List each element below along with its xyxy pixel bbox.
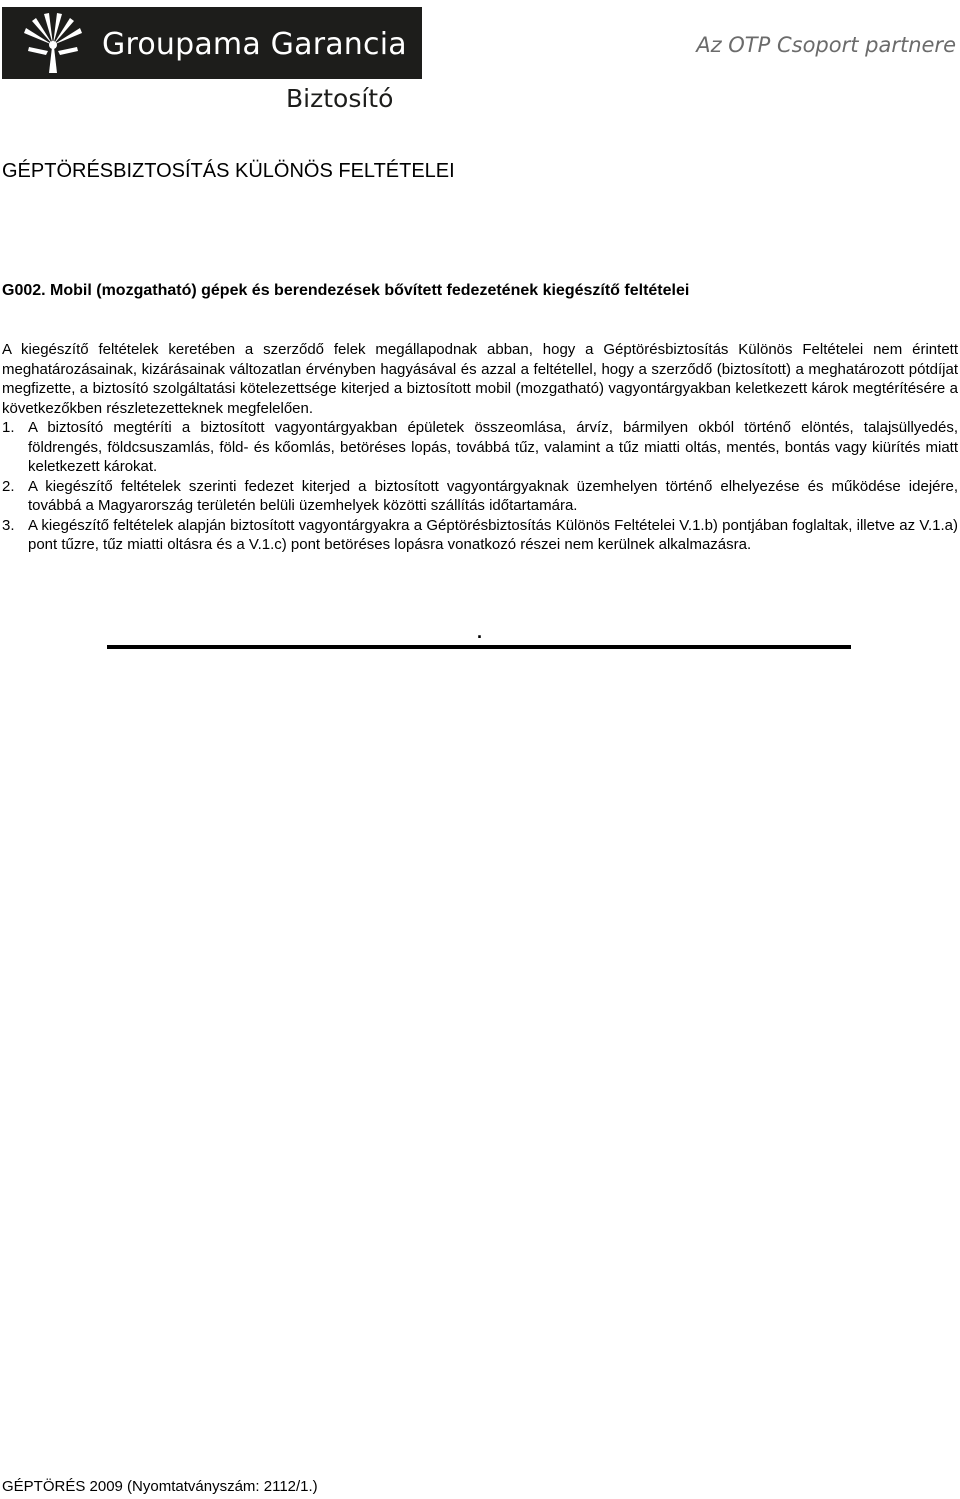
list-item-number: 3. xyxy=(2,516,15,534)
list-item xyxy=(2,418,958,477)
document-body xyxy=(2,340,958,555)
list-item-text: A kiegészítő feltételek alapján biztosított vagyontárgyakra a Géptörésbiztosítás Különös Feltételei V.1.b) pontjában foglaltak, illetve az V.1.a) pont tűzre, tűz miatti oltásra és a V.1.c) pont betöréses lopásra vonatkozó részei nem kerülnek alkalmazásra. xyxy=(28,516,958,553)
partner-tagline: Az OTP Csoport partnere xyxy=(696,33,956,57)
page-footer: GÉPTÖRÉS 2009 (Nyomtatványszám: 2112/1.) xyxy=(2,1478,318,1495)
document-subtitle: G002. Mobil (mozgatható) gépek és berendezések bővített fedezetének kiegészítő feltételei xyxy=(2,282,690,299)
brand-subtitle: Biztosító xyxy=(286,84,394,113)
list-item xyxy=(2,516,958,555)
brand-name: Groupama Garancia xyxy=(102,27,407,62)
list-item xyxy=(2,477,958,516)
list-item-text: A kiegészítő feltételek szerinti fedezet kiterjed a biztosított vagyontárgyaknak üzemhelyen történő elhelyezése és működése idejére, továbbá a Magyarország területén belüli üzemhelyek közötti szállítás időtartamára. xyxy=(28,477,958,514)
brand-logo xyxy=(2,7,422,79)
list-item-text: A biztosító megtéríti a biztosított vagyontárgyakban épületek összeomlása, árvíz, bármilyen okból történő elöntés, talajsüllyedés, földrengés, földcsuszamlás, föld- és kőomlás, betöréses lopás, továbbá tűz, valamint a tűz miatti oltás, mentés, bontás vagy kiürítés miatt keletkezett károkat. xyxy=(28,419,958,475)
groupama-emblem-icon xyxy=(20,11,86,75)
list-item-number: 2. xyxy=(2,477,15,495)
document-title: GÉPTÖRÉSBIZTOSÍTÁS KÜLÖNÖS FELTÉTELEI xyxy=(2,160,455,182)
conditions-list xyxy=(2,418,958,555)
intro-paragraph: A kiegészítő feltételek keretében a szerződő felek megállapodnak abban, hogy a Géptörésbiztosítás Különös Feltételei nem érintett meghatározásainak, kizárásainak változatlan érvényben hagyásával és azzal a feltétellel, hogy a szerződő (biztosított) a meghatározott pótdíjat megfizette, a biztosító szolgáltatási kötelezettsége kiterjed a biztosított mobil (mozgatható) vagyontárgyakban keletkezett károk megtérítésére a következőkben részletezetteknek megfelelően. xyxy=(2,341,958,417)
end-mark: . xyxy=(477,622,483,642)
list-item-number: 1. xyxy=(2,419,15,436)
divider-line xyxy=(107,645,851,649)
